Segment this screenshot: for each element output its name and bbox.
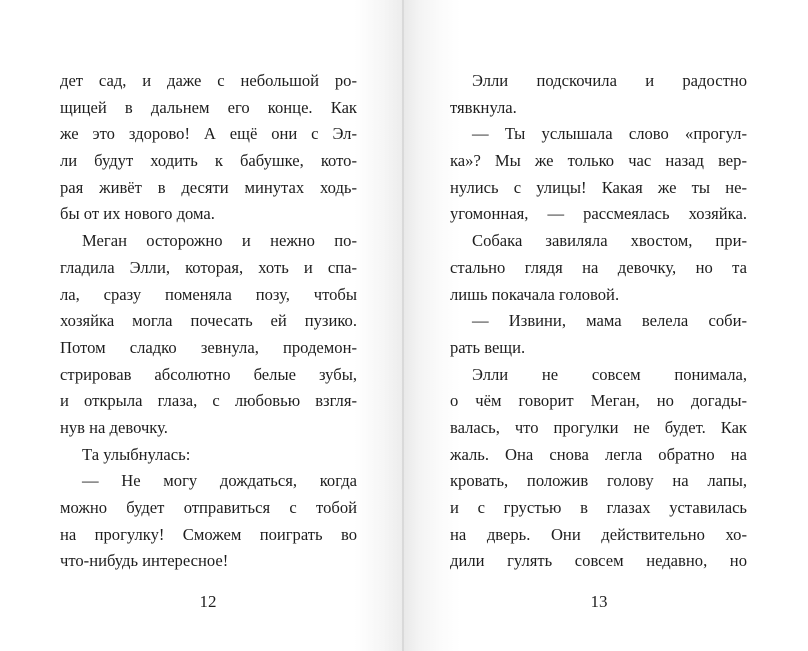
text-line: и открыла глаза, с любовью взгля- xyxy=(60,391,357,411)
text-line: Та улыбнулась: xyxy=(82,444,191,464)
page-number-right: 13 xyxy=(590,592,608,611)
text-line: на дверь. Они действительно хо- xyxy=(450,524,747,544)
text-line: о чём говорит Меган, но догады- xyxy=(450,391,747,411)
text-line: дили гулять совсем недавно, но xyxy=(450,551,747,571)
text-line: ли будут ходить к бабушке, кото- xyxy=(60,151,357,171)
text-line: дет сад, и даже с небольшой ро- xyxy=(60,71,357,90)
text-line: же это здорово! А ещё они с Эл- xyxy=(60,124,357,144)
text-line: нулись с улицы! Какая же ты не- xyxy=(450,177,747,197)
text-line: на прогулку! Сможем поиграть во xyxy=(60,524,357,544)
page-number-left: 12 xyxy=(199,592,217,611)
text-line: что-нибудь интересное! xyxy=(60,551,229,571)
right-page-text xyxy=(450,68,747,575)
text-line: стально глядя на девочку, но та xyxy=(450,257,747,277)
text-line: и с грустью в глазах уставилась xyxy=(450,498,747,517)
right-page xyxy=(404,0,808,651)
text-line: нув на девочку. xyxy=(60,417,168,437)
text-line: гладила Элли, которая, хоть и спа- xyxy=(60,257,357,277)
text-line: жаль. Она снова легла обратно на xyxy=(450,444,747,464)
text-line: Элли не совсем понимала, xyxy=(472,364,747,384)
text-line: лишь покачала головой. xyxy=(450,284,620,304)
text-line: рая живёт в десяти минутах ходь- xyxy=(60,177,357,197)
text-line: бы от их нового дома. xyxy=(60,204,215,224)
text-line: ла, сразу поменяла позу, чтобы xyxy=(60,284,357,304)
text-line: хозяйка могла почесать ей пузико. xyxy=(60,311,357,331)
text-line: щицей в дальнем его конце. Как xyxy=(60,97,357,117)
left-page xyxy=(0,0,403,651)
text-line: тявкнула. xyxy=(450,97,517,117)
text-line: Потом сладко зевнула, продемон- xyxy=(60,337,357,357)
text-line: — Не могу дождаться, когда xyxy=(82,471,357,491)
text-line: кровать, положив голову на лапы, xyxy=(450,471,747,491)
text-line: можно будет отправиться с тобой xyxy=(60,498,357,517)
left-page-text xyxy=(60,68,357,575)
text-line: валась, что прогулки не будет. Как xyxy=(450,417,747,437)
text-line: стрировав абсолютно белые зубы, xyxy=(60,364,357,384)
text-line: ка»? Мы же только час назад вер- xyxy=(450,151,747,171)
text-line: — Ты услышала слово «прогул- xyxy=(472,124,747,144)
text-line: Элли подскочила и радостно xyxy=(472,71,747,90)
text-line: рать вещи. xyxy=(450,337,526,357)
text-line: — Извини, мама велела соби- xyxy=(472,311,747,331)
text-line: Собака завиляла хвостом, при- xyxy=(472,231,747,251)
text-line: Меган осторожно и нежно по- xyxy=(82,231,357,251)
text-line: угомонная, — рассмеялась хозяйка. xyxy=(450,204,747,224)
